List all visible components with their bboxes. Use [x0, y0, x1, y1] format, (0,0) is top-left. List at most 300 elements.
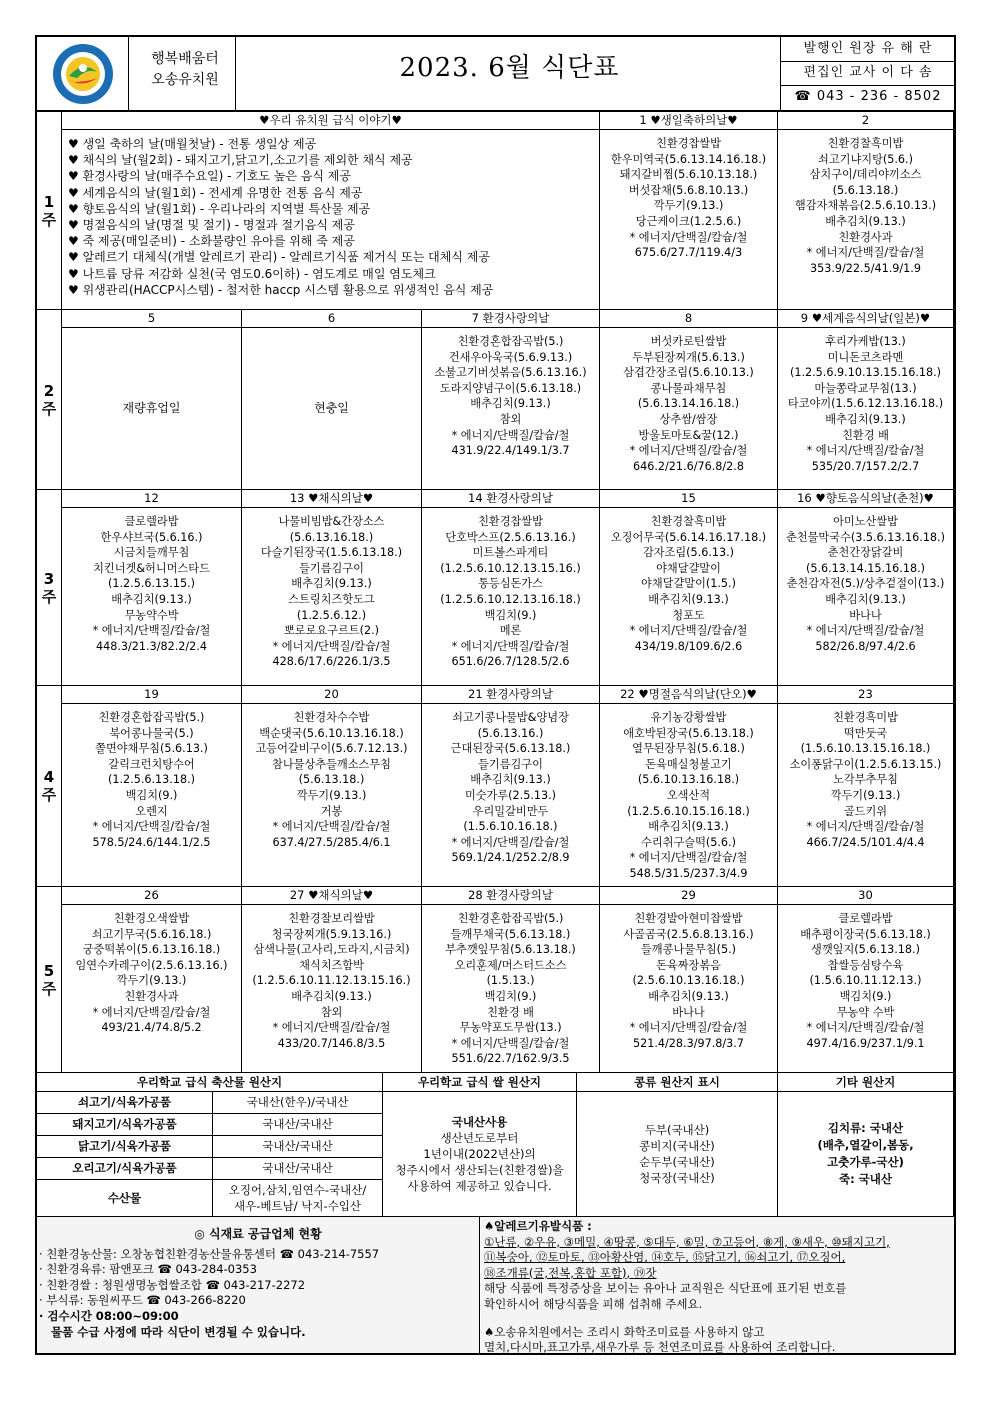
- supplier-line: · 친환경쌀 : 청원생명농협쌀조합 ☎ 043-217-2272: [39, 1277, 306, 1292]
- day-menu: [778, 905, 954, 1073]
- menu-item: (5.6.13.14.16.18.): [637, 397, 740, 411]
- menu-item: 떡만둣국: [843, 726, 888, 740]
- menu-item: 열무된장무침(5.6.18.): [632, 742, 745, 756]
- menu-item: 사골곰국(2.5.6.8.13.16.): [623, 927, 754, 941]
- menu-item: 건새우아욱국(5.6.9.13.): [448, 350, 573, 364]
- menu-item: 배추김치(9.13.): [291, 577, 372, 591]
- week-label: 1 주: [37, 112, 62, 310]
- story-line: ♥ 나트륨 당류 저감화 실천(국 염도0.6이하) - 염도계로 매일 염도체크: [68, 266, 436, 281]
- menu-item: 백김치(9.): [484, 989, 537, 1003]
- menu-item: 무농약포도무쌈(13.): [459, 1021, 562, 1035]
- menu-item: * 에너지/단백질/칼슘/철: [272, 1021, 391, 1035]
- day-header: 13 ♥채식의날♥: [242, 490, 422, 508]
- day-header: 26: [62, 887, 242, 905]
- menu-item: 부추깻잎무침(5.6.13.18.): [445, 943, 576, 957]
- day-menu: [778, 328, 954, 490]
- kindergarten-logo: [43, 42, 123, 106]
- menu-item: 무농약 수박: [836, 1005, 895, 1019]
- menu-item: 돼지갈비찜(5.6.10.13.18.): [619, 168, 758, 182]
- rice-origin: [383, 1092, 577, 1217]
- week-label: 2 주: [37, 310, 62, 490]
- menu-item: 춘천간장닭갈비: [827, 546, 904, 560]
- menu-item: 353.9/22.5/41.9/1.9: [810, 261, 921, 275]
- menu-item: 야채달걀말이(1.5.): [641, 577, 736, 591]
- menu-item: 나물비빔밥&간장소스: [278, 515, 385, 528]
- menu-item: 한우샤브국(5.6.16.): [100, 530, 203, 544]
- menu-item: 뽀로로요구르트(2.): [283, 624, 380, 638]
- menu-item: 친환경발아현미찹쌀밥: [634, 912, 743, 925]
- menu-item: 배추김치(9.13.): [648, 592, 729, 606]
- menu-item: 메론: [499, 624, 522, 638]
- menu-item: 미숫가루(2.5.13.): [464, 788, 557, 802]
- menu-item: 497.4/16.9/237.1/9.1: [806, 1036, 925, 1050]
- menu-item: 쫄면야채무침(5.6.13.): [95, 742, 208, 756]
- menu-item: 햄감자채볶음(2.5.6.10.13.): [794, 199, 937, 213]
- menu-item: 미트볼스파게티: [472, 546, 549, 560]
- day-menu: [600, 328, 778, 490]
- menu-item: 521.4/28.3/97.8/3.7: [633, 1036, 744, 1050]
- menu-item: (1.5.13.): [486, 974, 535, 988]
- day-menu: [242, 328, 422, 490]
- menu-item: 후리가케밥(13.): [825, 335, 906, 348]
- menu-item: 578.5/24.6/144.1/2.5: [92, 835, 211, 849]
- rice-line: 1년이내(2022년산)의: [423, 1147, 536, 1161]
- story-line: ♥ 죽 제공(매일준비) - 소화불량인 유아를 위해 죽 제공: [68, 234, 355, 249]
- menu-item: 소이퐁닭구이(1.2.5.6.13.15.): [789, 757, 942, 771]
- allergy-box: [481, 1217, 954, 1353]
- seafood-origin-line: 오징어,삼치,임연수-국내산/: [228, 1183, 367, 1197]
- menu-item: 스트링치즈핫도그: [288, 592, 375, 606]
- menu-item: 버섯카로틴쌀밥: [650, 335, 727, 348]
- menu-item: 쇠고기콩나물밥&양념장: [452, 711, 569, 724]
- menu-item: (1.5.6.10.16.18.): [463, 820, 558, 834]
- rice-line: 청주시에서 생산되는(친환경쌀)을: [395, 1163, 564, 1177]
- day-menu: [600, 130, 778, 310]
- menu-item: 466.7/24.5/101.4/4.4: [806, 835, 925, 849]
- inspection-time: · 검수시간 08:00~09:00: [39, 1308, 179, 1323]
- menu-item: 우리밀갈비만두: [472, 804, 549, 818]
- menu-item: 거봉: [320, 804, 343, 818]
- day-header: 2: [778, 112, 954, 130]
- menu-item: 통등심돈가스: [478, 577, 543, 591]
- menu-item: 친환경혼합잡곡밥(5.): [98, 711, 205, 724]
- menu-item: 청포도: [672, 608, 705, 622]
- menu-item: 들깨콩나물무침(5.): [640, 943, 737, 957]
- meat-row-name: 닭고기/식육가공품: [37, 1136, 213, 1158]
- menu-item: 448.3/21.3/82.2/2.4: [96, 639, 207, 653]
- menu-item: (5.6.13.16.18.): [289, 530, 374, 544]
- seafood-origin-line: 새우-베트남/ 낙지-수입산: [234, 1199, 361, 1213]
- menu-item: 친환경찹쌀밥: [656, 137, 721, 150]
- menu-item: 오리훈제/머스터드소스: [454, 958, 567, 972]
- menu-item: 삼겹간장조림(5.6.10.13.): [623, 366, 754, 380]
- menu-item: 돈육짜장볶음: [656, 958, 721, 972]
- menu-item: 찹쌀등심탕수육: [827, 958, 904, 972]
- menu-item: 배추김치(9.13.): [470, 397, 551, 411]
- story-line: ♥ 세계음식의 날(월1회) - 전세계 유명한 전통 음식 제공: [68, 185, 363, 200]
- day-header: 27 ♥채식의날♥: [242, 887, 422, 905]
- menu-item: (2.5.6.10.13.16.18.): [632, 974, 745, 988]
- menu-item: 428.6/17.6/226.1/3.5: [272, 655, 391, 669]
- menu-item: (1.2.5.6.10.12.13.15.16.): [440, 561, 581, 575]
- menu-item: * 에너지/단백질/칼슘/철: [806, 820, 925, 834]
- menu-item: 참나물상추들깨소스무침: [272, 757, 391, 771]
- menu-item: 친환경찰보리쌀밥: [288, 912, 375, 925]
- org-name: [137, 49, 233, 91]
- menu-item: 651.6/26.7/128.5/2.6: [451, 655, 570, 669]
- day-header: 16 ♥향토음식의날(춘천)♥: [778, 490, 954, 508]
- day-menu: [422, 704, 600, 887]
- menu-item: 배추김치(9.13.): [648, 820, 729, 834]
- menu-item: 근대된장국(5.6.13.18.): [450, 742, 571, 756]
- day-header: 28 환경사랑의날: [422, 887, 600, 905]
- menu-item: 582/26.8/97.4/2.6: [815, 639, 916, 653]
- menu-item: 431.9/22.4/149.1/3.7: [451, 444, 570, 458]
- menu-item: 깍두기(9.13.): [116, 974, 187, 988]
- menu-page: [35, 35, 956, 1355]
- menu-item: 깍두기(9.13.): [296, 788, 367, 802]
- menu-item: 아미노산쌀밥: [833, 515, 898, 528]
- menu-item: 바나나: [849, 608, 882, 622]
- menu-item: 433/20.7/146.8/3.5: [277, 1036, 386, 1050]
- menu-item: (1.5.6.10.11.12.13.): [809, 974, 922, 988]
- day-header: 19: [62, 686, 242, 704]
- day-menu: [422, 328, 600, 490]
- menu-item: 삼색나물(고사리,도라지,시금치): [253, 943, 410, 957]
- supplier-line: · 친환경육류: 팜앤포크 ☎ 043-284-0353: [39, 1262, 257, 1277]
- menu-item: (1.2.5.6.13.15.): [107, 577, 195, 591]
- meat-row-name: 수산물: [37, 1180, 213, 1217]
- allergy-list: ①난류, ②우유, ③메밀, ④땅콩, ⑤대두, ⑥밀, ⑦고등어, ⑧게, ⑨새우, ⑩돼지고기,: [484, 1234, 890, 1249]
- allergy-title: ♠알레르기유발식품 :: [484, 1219, 592, 1233]
- menu-item: 551.6/22.7/162.9/3.5: [451, 1052, 570, 1066]
- menu-item: * 에너지/단백질/칼슘/철: [806, 444, 925, 458]
- menu-item: 임연수카레구이(2.5.6.13.16.): [75, 958, 228, 972]
- org-line-2: 오송유치원: [151, 72, 219, 88]
- menu-item: 오색산적: [666, 788, 711, 802]
- menu-item: 배추김치(9.13.): [825, 412, 906, 426]
- bean-line: 두부(국내산): [644, 1123, 710, 1137]
- menu-item: 소불고기버섯볶음(5.6.13.16.): [434, 366, 587, 380]
- menu-item: 버섯잡채(5.6.8.10.13.): [628, 183, 749, 197]
- allergy-list: ⑱조개류(굴,전복,홍합 포함), ⑲잣: [484, 1265, 657, 1280]
- menu-item: 참외: [320, 1005, 343, 1019]
- menu-item: 춘천감자전(5.)/상추겉절이(13.): [786, 577, 945, 591]
- menu-item: 친환경흑미밥: [833, 711, 898, 724]
- day-menu: [62, 328, 242, 490]
- bean-origin-title: 콩류 원산지 표시: [577, 1073, 778, 1092]
- org-line-1: 행복배움터: [151, 51, 219, 67]
- story-line: ♥ 환경사랑의 날(매주수요일) - 기호도 높은 음식 제공: [68, 169, 351, 184]
- menu-item: 백김치(9.): [125, 788, 178, 802]
- menu-item: 삼치구이/데리야끼소스: [809, 168, 922, 182]
- day-header: 1 ♥생일축하의날♥: [600, 112, 778, 130]
- day-menu: [600, 704, 778, 887]
- menu-item: 친환경 배: [487, 1005, 534, 1019]
- day-menu: [62, 704, 242, 887]
- menu-item: 백순댓국(5.6.10.13.16.18.): [259, 726, 404, 740]
- menu-item: (1.2.5.6.10.11.12.13.15.16.): [252, 974, 411, 988]
- menu-item: 한우미역국(5.6.13.14.16.18.): [610, 152, 767, 166]
- phone: ☎ 043 - 236 - 8502: [794, 89, 942, 104]
- menu-item: 치킨너겟&허니머스타드: [93, 561, 210, 575]
- day-header: 6: [242, 310, 422, 328]
- menu-item: 감자조림(5.6.13.): [642, 546, 735, 560]
- menu-item: 고등어갈비구이(5.6.7.12.13.): [255, 742, 408, 756]
- bean-line: 순두부(국내산): [639, 1155, 715, 1169]
- menu-item: * 에너지/단백질/칼슘/철: [451, 1036, 570, 1050]
- menu-item: 무농약수박: [124, 608, 179, 622]
- menu-item: 유기농강황쌀밥: [650, 711, 727, 724]
- menu-item: 생깻잎지(5.6.13.18.): [811, 943, 920, 957]
- menu-item: 마늘쫑락교무침(13.): [814, 381, 917, 395]
- menu-item: 들기름김구이: [478, 757, 543, 771]
- menu-item: * 에너지/단백질/칼슘/철: [451, 835, 570, 849]
- menu-item: (1.2.5.6.10.15.16.18.): [627, 804, 750, 818]
- meat-row-name: 돼지고기/식육가공품: [37, 1114, 213, 1136]
- menu-item: 채식치즈함박: [299, 958, 364, 972]
- menu-item: 백김치(9.): [839, 989, 892, 1003]
- menu-item: 친환경찰흑미밥: [827, 137, 904, 150]
- story-line: ♥ 향토음식의 날(월1회) - 우리나라의 지역별 특산물 제공: [68, 201, 371, 216]
- menu-item: 535/20.7/157.2/2.7: [811, 459, 920, 473]
- menu-item: 675.6/27.7/119.4/3: [634, 246, 743, 260]
- menu-item: 당근케이크(1.2.5.6.): [635, 214, 742, 228]
- week-label: 4 주: [37, 686, 62, 887]
- rice-line: 생산년도로부터: [440, 1131, 519, 1145]
- meat-row-origin: 국내산/국내산: [213, 1114, 383, 1136]
- day-header: 7 환경사랑의날: [422, 310, 600, 328]
- menu-item: 637.4/27.5/285.4/6.1: [272, 835, 391, 849]
- menu-item: 도라지양념구이(5.6.13.18.): [439, 381, 582, 395]
- day-header: 8: [600, 310, 778, 328]
- allergy-notice: 확인하시어 해당식품을 피해 섭취해 주세요.: [484, 1296, 703, 1311]
- week-label: 5 주: [37, 887, 62, 1073]
- menu-item: 배추김치(9.13.): [470, 773, 551, 787]
- day-menu: [600, 508, 778, 686]
- menu-item: 방울토마토&꿀(12.): [638, 428, 739, 442]
- meat-origin-title: 우리학교 급식 축산물 원산지: [37, 1073, 383, 1092]
- menu-item: (1.2.5.6.10.12.13.16.18.): [440, 592, 581, 606]
- day-header: 29: [600, 887, 778, 905]
- menu-item: * 에너지/단백질/칼슘/철: [272, 820, 391, 834]
- rice-line: 국내산사용: [451, 1115, 508, 1129]
- menu-item: * 에너지/단백질/칼슘/철: [629, 444, 748, 458]
- menu-item: * 에너지/단백질/칼슘/철: [806, 1021, 925, 1035]
- day-menu: [242, 905, 422, 1073]
- menu-item: 친환경혼합잡곡밥(5.): [457, 335, 564, 348]
- menu-item: 쇠고기무국(5.6.16.18.): [91, 927, 212, 941]
- menu-item: 646.2/21.6/76.8/2.8: [633, 459, 744, 473]
- menu-item: 백김치(9.): [484, 608, 537, 622]
- menu-item: 친환경찹쌀밥: [478, 515, 543, 528]
- menu-item: 오렌지: [135, 804, 168, 818]
- allergy-notice: 해당 식품에 특정증상을 보이는 유아나 교직원은 식단표에 표기된 번호를: [484, 1281, 847, 1296]
- story-list: [64, 132, 599, 298]
- menu-item: 배추김치(9.13.): [825, 592, 906, 606]
- menu-item: 배추평이장국(5.6.13.18.): [800, 927, 931, 941]
- etc-origin-title: 기타 원산지: [778, 1073, 954, 1092]
- meat-row-name: 오리고기/식육가공품: [37, 1158, 213, 1180]
- meat-row-origin: 국내산(한우)/국내산: [213, 1092, 383, 1114]
- etc-origin: [778, 1092, 954, 1217]
- menu-item: 야채달걀말이: [656, 561, 721, 575]
- menu-item: 두부된장찌개(5.6.13.): [632, 350, 745, 364]
- menu-item: 노각부추무침: [833, 773, 898, 787]
- header: [37, 37, 954, 112]
- menu-item: 569.1/24.1/252.2/8.9: [451, 851, 570, 865]
- menu-item: 들기름김구이: [299, 561, 364, 575]
- meat-row-origin: 국내산/국내산: [213, 1136, 383, 1158]
- day-header: 20: [242, 686, 422, 704]
- menu-item: 배추김치(9.13.): [648, 989, 729, 1003]
- bean-line: 청국장(국내산): [639, 1171, 715, 1185]
- day-menu: [422, 905, 600, 1073]
- menu-item: 깍두기(9.13.): [653, 199, 724, 213]
- menu-item: 타코야끼(1.5.6.12.13.16.18.): [787, 397, 944, 411]
- menu-item: 친환경오색쌀밥: [113, 912, 190, 925]
- day-header: 22 ♥명절음식의날(단오)♥: [600, 686, 778, 704]
- story-line: ♥ 알레르기 대체식(개별 알레르기 관리) - 알레르기식품 제거식 또는 대체식 제공: [68, 250, 490, 265]
- menu-item: 클로렐라밥: [838, 912, 893, 925]
- day-menu: [778, 130, 954, 310]
- menu-item: * 에너지/단백질/칼슘/철: [629, 1021, 748, 1035]
- menu-item: 미니돈코츠라멘: [827, 350, 904, 364]
- menu-item: 애호박된장국(5.6.13.18.): [623, 726, 754, 740]
- day-header: 30: [778, 887, 954, 905]
- rice-origin-title: 우리학교 급식 쌀 원산지: [383, 1073, 577, 1092]
- menu-item: (1.2.5.6.12.): [296, 608, 367, 622]
- menu-item: (1.5.6.10.13.15.16.18.): [800, 742, 931, 756]
- menu-item: 단호박스프(2.5.6.13.16.): [445, 530, 576, 544]
- story-line: ♥ 위생관리(HACCP시스템) - 철저한 haccp 시스템 활용으로 위생적인 음식 제공: [68, 282, 494, 297]
- menu-item: 수리취구슬떡(5.6.): [641, 835, 736, 849]
- day-menu: [778, 508, 954, 686]
- story-title: ♥우리 유치원 급식 이야기♥: [62, 112, 600, 130]
- menu-item: 시금치들깨무침: [113, 546, 190, 560]
- story-line: ♥ 생일 축하의 날(매월첫날) - 전통 생일상 제공: [68, 137, 317, 151]
- etc-line: 죽: 국내산: [838, 1172, 893, 1186]
- menu-item: * 에너지/단백질/칼슘/철: [629, 230, 748, 244]
- menu-item: 친환경사과: [838, 230, 893, 244]
- menu-item: * 에너지/단백질/칼슘/철: [806, 624, 925, 638]
- menu-item: * 에너지/단백질/칼슘/철: [451, 639, 570, 653]
- menu-item: (1.2.5.6.9.10.13.15.16.18.): [789, 366, 942, 380]
- day-header: 12: [62, 490, 242, 508]
- etc-line: (배추,열갈이,봄동,: [817, 1138, 914, 1152]
- bean-line: 콩비지(국내산): [639, 1139, 715, 1153]
- story-line: ♥ 명절음식의 날(명절 및 절기) - 명절과 절기음식 제공: [68, 218, 355, 233]
- bean-origin: [577, 1092, 778, 1217]
- suppliers-box: [37, 1217, 480, 1353]
- menu-item: 참외: [499, 412, 522, 426]
- menu-item: 북어콩나물국(5.): [109, 726, 194, 740]
- menu-item: (5.6.10.13.16.18.): [637, 773, 740, 787]
- seafood-origin: [213, 1180, 383, 1217]
- menu-item: 배추김치(9.13.): [111, 592, 192, 606]
- menu-item: 친환경차수수밥: [293, 711, 370, 724]
- day-header: 5: [62, 310, 242, 328]
- menu-item: 548.5/31.5/237.3/4.9: [629, 866, 748, 880]
- menu-item: 현충일: [314, 400, 349, 415]
- menu-item: 들깨무채국(5.6.13.18.): [450, 927, 571, 941]
- menu-item: 바나나: [672, 1005, 705, 1019]
- menu-item: 친환경사과: [124, 989, 179, 1003]
- menu-item: 친환경 배: [842, 428, 889, 442]
- menu-item: 콩나물파채무침: [650, 381, 727, 395]
- menu-item: 친환경찰흑미밥: [650, 515, 727, 528]
- menu-item: * 에너지/단백질/칼슘/철: [629, 624, 748, 638]
- allergy-list: ⑪복숭아, ⑫토마토, ⑬아황산염, ⑭호두, ⑮닭고기, ⑯쇠고기, ⑰오징어,: [484, 1250, 846, 1265]
- day-menu: [422, 508, 600, 686]
- menu-item: * 에너지/단백질/칼슘/철: [629, 851, 748, 865]
- day-header: 23: [778, 686, 954, 704]
- meat-row-name: 쇠고기/식육가공품: [37, 1092, 213, 1114]
- menu-item: 다슬기된장국(1.5.6.13.18.): [260, 546, 403, 560]
- menu-item: 재량휴업일: [122, 400, 181, 415]
- menu-item: 골드키위: [843, 804, 888, 818]
- menu-item: 배추김치(9.13.): [291, 989, 372, 1003]
- menu-item: 친환경혼합잡곡밥(5.): [457, 912, 564, 925]
- menu-item: * 에너지/단백질/칼슘/철: [92, 1005, 211, 1019]
- menu-item: (5.6.13.18.): [298, 773, 365, 787]
- supplier-line: · 친환경농산물: 오창농협친환경농산물유통센터 ☎ 043-214-7557: [39, 1246, 380, 1261]
- editor: 편집인 교사 이 다 솜: [803, 65, 933, 80]
- menu-item: * 에너지/단백질/칼슘/철: [806, 246, 925, 260]
- menu-item: 궁중떡볶이(5.6.13.16.18.): [82, 943, 221, 957]
- menu-item: (5.6.13.16.): [477, 726, 544, 740]
- menu-item: * 에너지/단백질/칼슘/철: [92, 820, 211, 834]
- menu-change-notice: 물품 수급 사정에 따라 식단이 변경될 수 있습니다.: [51, 1324, 306, 1339]
- day-menu: [600, 905, 778, 1073]
- etc-line: 고춧가루-국산): [827, 1155, 904, 1169]
- etc-line: 김치류: 국내산: [827, 1121, 904, 1135]
- menu-item: (5.6.13.14.15.16.18.): [805, 561, 926, 575]
- day-menu: [242, 508, 422, 686]
- menu-item: (5.6.13.18.): [832, 183, 899, 197]
- day-menu: [242, 704, 422, 887]
- seasoning-notice: 멸치,다시마,표고가루,새우가루 등 천연조미료를 사용하여 조리합니다.: [484, 1340, 836, 1355]
- seasoning-notice: ♠오송유치원에서는 조리시 화학조미료를 사용하지 않고: [484, 1324, 765, 1339]
- day-header: 14 환경사랑의날: [422, 490, 600, 508]
- week-label: 3 주: [37, 490, 62, 686]
- day-header: 15: [600, 490, 778, 508]
- menu-item: 클로렐라밥: [124, 515, 179, 528]
- day-menu: [62, 508, 242, 686]
- menu-item: * 에너지/단백질/칼슘/철: [272, 639, 391, 653]
- menu-item: 493/21.4/74.8/5.2: [101, 1021, 202, 1035]
- rice-line: 사용하여 제공하고 있습니다.: [407, 1179, 552, 1193]
- meat-row-origin: 국내산/국내산: [213, 1158, 383, 1180]
- menu-item: 돈육매실청불고기: [645, 757, 732, 771]
- day-header: 9 ♥세계음식의날(일본)♥: [778, 310, 954, 328]
- menu-item: (1.2.5.6.13.18.): [107, 773, 195, 787]
- publisher: 발행인 원장 유 해 란: [803, 41, 933, 56]
- day-menu: [62, 905, 242, 1073]
- menu-item: 청국장찌개(5.9.13.16.): [271, 927, 392, 941]
- suppliers-title: ◎ 식재료 공급업체 현황: [194, 1227, 322, 1241]
- menu-item: * 에너지/단백질/칼슘/철: [92, 624, 211, 638]
- menu-item: 갈릭크런치탕수어: [108, 757, 195, 771]
- page-title: 2023. 6월 식단표: [399, 53, 620, 83]
- day-header: 21 환경사랑의날: [422, 686, 600, 704]
- menu-item: 쇠고기냐지탕(5.6.): [818, 152, 913, 166]
- menu-item: * 에너지/단백질/칼슘/철: [451, 428, 570, 442]
- day-menu: [778, 704, 954, 887]
- menu-item: 깍두기(9.13.): [830, 788, 901, 802]
- menu-item: 434/19.8/109.6/2.6: [634, 639, 743, 653]
- menu-item: 상추쌈/쌈장: [659, 412, 718, 426]
